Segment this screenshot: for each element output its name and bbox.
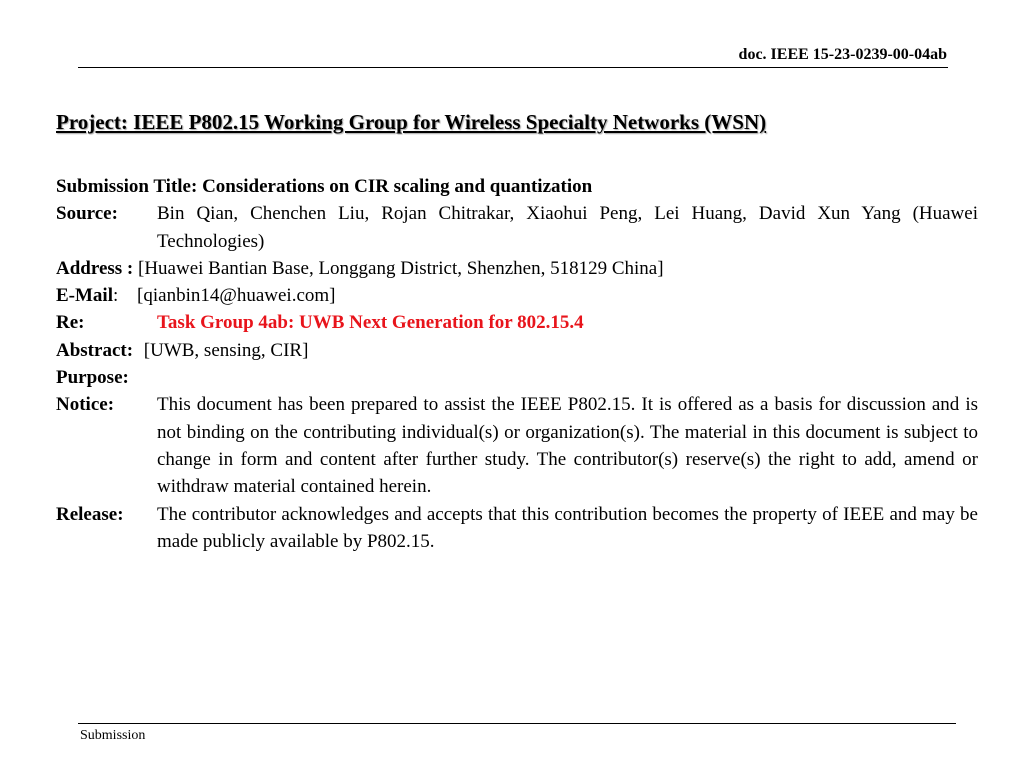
source-row (56, 200, 978, 255)
address-label: Address : (56, 257, 134, 279)
notice-value: This document has been prepared to assist the IEEE P802.15. It is offered as a basis for discussion and is not binding on the contributing individual(s) or organization(s). The material in this document is subject to change in form and content after further study. The contributor(s) reserve(s) the right to add, amend or withdraw material contained herein. (157, 394, 978, 498)
email-separator: : (113, 285, 119, 307)
release-row (56, 501, 978, 556)
email-row (56, 282, 978, 309)
release-label: Release: (56, 503, 124, 525)
email-label: E-Mail (56, 285, 113, 307)
notice-label: Notice: (56, 394, 115, 416)
abstract-value: [UWB, sensing, CIR] (143, 339, 309, 361)
submission-details (56, 173, 978, 555)
project-title: Project: IEEE P802.15 Working Group for Wireless Specialty Networks (WSN) (56, 110, 767, 134)
header-divider (78, 67, 948, 68)
source-label: Source: (56, 203, 118, 225)
abstract-label: Abstract: (56, 339, 134, 361)
re-value: Task Group 4ab: UWB Next Generation for 802.15.4 (157, 312, 584, 334)
submission-title: Submission Title: Considerations on CIR scaling and quantization (56, 176, 593, 197)
address-row (56, 255, 978, 282)
re-label: Re: (56, 312, 85, 334)
re-row (56, 309, 978, 336)
source-value: Bin Qian, Chenchen Liu, Rojan Chitrakar, Xiaohui Peng, Lei Huang, David Xun Yang (Huawei Technologies) (157, 203, 978, 252)
footer-label: Submission (80, 728, 146, 743)
footer-divider (78, 723, 956, 724)
address-value: [Huawei Bantian Base, Longgang District, Shenzhen, 518129 China] (138, 257, 664, 279)
abstract-row (56, 337, 978, 364)
email-value: [qianbin14@huawei.com] (137, 285, 336, 307)
purpose-label: Purpose: (56, 367, 129, 389)
notice-row (56, 391, 978, 500)
document-id: doc. IEEE 15-23-0239-00-04ab (738, 46, 947, 63)
release-value: The contributor acknowledges and accepts that this contribution becomes the property of IEEE and may be made publicly available by P802.15. (157, 503, 978, 552)
